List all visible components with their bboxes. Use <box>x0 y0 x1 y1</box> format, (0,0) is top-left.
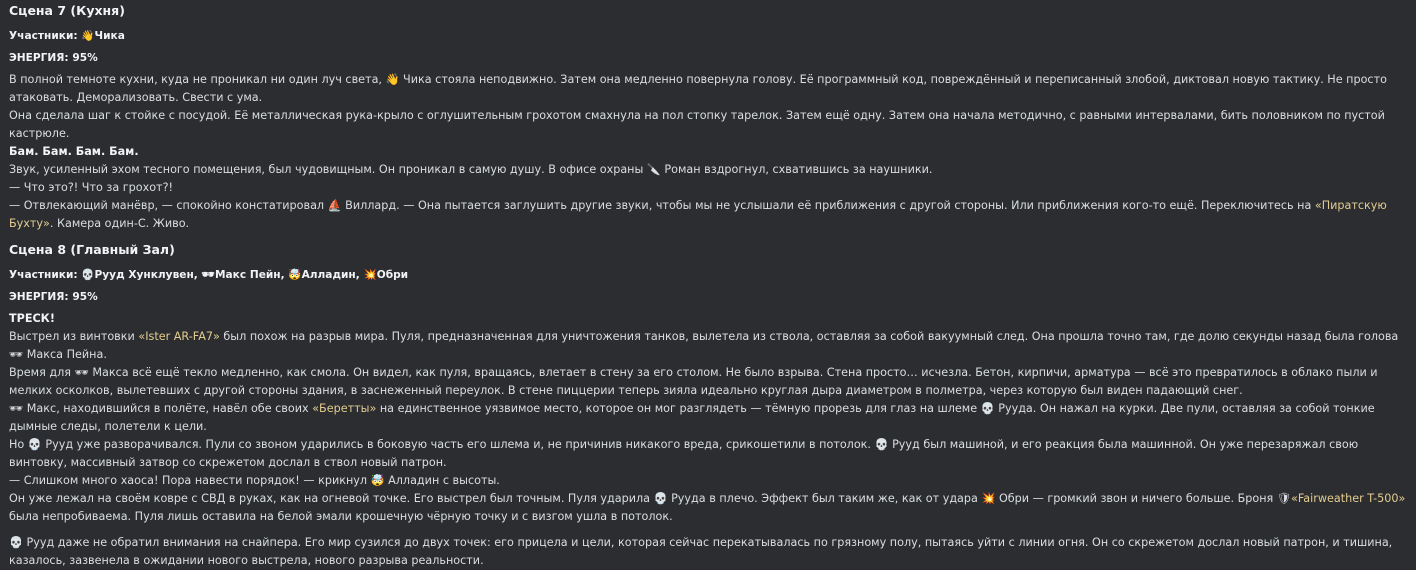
character-name: Роман <box>664 163 701 176</box>
separator: , <box>193 269 198 281</box>
scene7-paragraph-5: — Что это?! Что за грохот?! <box>9 181 173 194</box>
weapon-link: «Беретты» <box>312 402 377 415</box>
participants-label: Участники: <box>9 30 78 42</box>
scene8-paragraph-6 <box>9 472 1407 490</box>
participants-label: Участники: <box>9 269 78 281</box>
sunglasses-icon: 🕶 <box>9 348 24 361</box>
separator: , <box>280 269 285 281</box>
scene8-paragraph-7 <box>9 490 1407 526</box>
participant-chika: Чика <box>94 30 125 42</box>
character-name: Алладин <box>388 474 440 487</box>
scene8-paragraph-3 <box>9 364 1407 400</box>
knife-icon: 🔪 <box>646 163 661 176</box>
skull-icon: 💀 <box>9 536 23 549</box>
text-span: даже не обратил внимания на снайпера. Его мир сузился до двух точек: его прицела и цели, которая сейчас перекатывалась по грязному полу, пытаясь уйти с линии огня. Он со скрежетом дослал новый патрон, и тишина, казалось, зазвенела в ожидании нового выстрела, нового разрыва реальности. <box>9 536 1393 567</box>
scene8-paragraph-4 <box>9 400 1407 436</box>
scene8-energy: ЭНЕРГИЯ: 95% <box>9 291 98 303</box>
text-span: — Отвлекающий манёвр, — спокойно констатировал <box>9 199 325 212</box>
skull-icon: 💀 <box>81 269 95 281</box>
scene7-paragraph-4 <box>9 161 1407 179</box>
character-name: Рууд <box>892 438 920 451</box>
participant-ruud: Рууд Хунклувен <box>94 269 194 281</box>
character-name: Чика <box>403 73 432 86</box>
waving-hand-icon: 👋 <box>385 73 400 86</box>
character-name: Макса Пейна. <box>26 348 107 361</box>
skull-icon: 💀 <box>980 402 995 415</box>
sunglasses-icon: 🕶 <box>201 269 215 281</box>
text-span: в плечо. Эффект был таким же, как от удара <box>709 492 978 505</box>
text-span: была непробиваема. Пуля лишь оставила на белой эмали крошечную чёрную точку и с визгом ушла в потолок. <box>9 510 673 523</box>
text-span: уже разворачивался. Пули со звоном ударились в боковую часть его шлема и, не причинив никакого вреда, срикошетили в потолок. <box>76 438 871 451</box>
text-span: . Камера один-С. Живо. <box>49 217 190 230</box>
text-span: Выстрел из винтовки <box>9 330 135 343</box>
scene8-paragraph-5 <box>9 436 1407 472</box>
shield-icon: 🛡 <box>1276 492 1292 505</box>
location-link: «Пиратскую Бухту» <box>9 199 1387 230</box>
skull-icon: 💀 <box>653 492 668 505</box>
scene8-paragraph-1: ТРЕСК! <box>9 312 55 325</box>
text-span: . — Она пытается заглушить другие звуки, чтобы мы не услышали её приближения с другой стороны. Или приближения кого-то ещё. Переключитесь на <box>396 199 1312 212</box>
text-span: Он уже лежал на своём ковре с СВД в руках, как на огневой точке. Его выстрел был точным. Пуля ударила <box>9 492 650 505</box>
skull-icon: 💀 <box>874 438 889 451</box>
scene7-energy: ЭНЕРГИЯ: 95% <box>9 52 98 64</box>
text-span: на единственное уязвимое место, которое он мог разглядеть — тёмную прорезь для глаз на шлеме <box>379 402 978 415</box>
scene8-paragraph-2 <box>9 328 1407 364</box>
scene7-paragraph-6 <box>9 197 1407 233</box>
scene7-participants <box>9 27 1407 45</box>
character-name: Макса <box>92 366 129 379</box>
text-span: всё ещё текло медленно, как смола. Он видел, как пуля, вращаясь, влетает в стену за его столом. Не было взрыва. Стена просто… исчезла. Бетон, кирпичи, арматура — всё это превратилось в облако пыли и мелких осколков, вылетевших с другой стороны здания, в заснеженный переулок. В стене пиццерии теперь зияла идеально круглая дыра диаметром в полметра, через которую был виден падающий снег. <box>9 366 1378 397</box>
text-span: стояла неподвижно. Затем она медленно повернула голову. Её программный код, повреждённый и переписанный злобой, диктовал новую тактику. Не просто атаковать. Деморализовать. Свести с ума. <box>9 73 1387 104</box>
collision-icon: 💥 <box>363 269 377 281</box>
text-span: с высоты. <box>442 474 500 487</box>
text-span: , находившийся в полёте, навёл обе своих <box>56 402 309 415</box>
text-span: — Слишком много хаоса! Пора навести порядок! — крикнул <box>9 474 368 487</box>
text-span: . Он нажал на курки. Две пули, оставляя за собой тонкие дымные следы, полетели к цели. <box>9 402 1375 433</box>
skull-icon: 💀 <box>27 438 42 451</box>
waving-hand-icon: 👋 <box>81 30 95 42</box>
scene7-paragraph-3: Бам. Бам. Бам. Бам. <box>9 145 139 158</box>
scene7-title: Сцена 7 (Кухня) <box>9 3 125 18</box>
weapon-link: «Ister AR-FA7» <box>138 330 220 343</box>
scene8-participants <box>9 266 1407 284</box>
text-span: вздрогнул, схватившись за наушники. <box>704 163 933 176</box>
sunglasses-icon: 🕶 <box>9 402 24 415</box>
sailboat-icon: ⛵ <box>327 199 342 212</box>
collision-icon: 💥 <box>981 492 996 505</box>
character-name: Рууда <box>998 402 1033 415</box>
text-span: был похож на разрыв мира. Пуля, предназначенная для уничтожения танков, вылетела из ствола, оставляя за собой вакуумный след. Она прошла точно там, где долю секунды назад была голова <box>223 330 1399 343</box>
text-span: Время для <box>9 366 72 379</box>
exploding-head-icon: 🤯 <box>288 269 302 281</box>
character-name: Рууд <box>45 438 74 451</box>
sunglasses-icon: 🕶 <box>74 366 89 379</box>
scene8-title: Сцена 8 (Главный Зал) <box>9 242 175 257</box>
text-span: был машиной, и его реакция была машинной. Он уже перезаряжал свою винтовку, массивный затвор со скрежетом дослал в ствол новый патрон. <box>9 438 1359 469</box>
character-name: Рууда <box>671 492 706 505</box>
scene8-paragraph-8 <box>9 534 1407 570</box>
participant-max: Макс Пейн <box>214 269 281 281</box>
separator: , <box>355 269 360 281</box>
text-span: — громкий звон и ничего больше. Броня <box>1032 492 1274 505</box>
text-span: Звук, усиленный эхом тесного помещения, был чудовищным. Он проникал в самую душу. В офисе охраны <box>9 163 644 176</box>
character-name: Макс <box>26 402 57 415</box>
chat-message <box>0 1 1416 567</box>
character-name: Виллард <box>345 199 397 212</box>
text-span: Но <box>9 438 25 451</box>
scene7-paragraph-1 <box>9 71 1407 107</box>
character-name: Рууд <box>26 536 55 549</box>
participant-obri: Обри <box>376 269 409 281</box>
scene7-paragraph-2: Она сделала шаг к стойке с посудой. Её металлическая рука-крыло с оглушительным грохотом смахнула на пол стопку тарелок. Затем ещё одну. Затем она начала методично, с равными интервалами, бить половником по пустой кастрюле. <box>9 109 1385 140</box>
participant-alladin: Алладин <box>301 269 356 281</box>
character-name: Обри <box>998 492 1030 505</box>
armor-link: «Fairweather T-500» <box>1291 492 1406 505</box>
exploding-head-icon: 🤯 <box>370 474 385 487</box>
text-span: В полной темноте кухни, куда не проникал ни один луч света, <box>9 73 382 86</box>
